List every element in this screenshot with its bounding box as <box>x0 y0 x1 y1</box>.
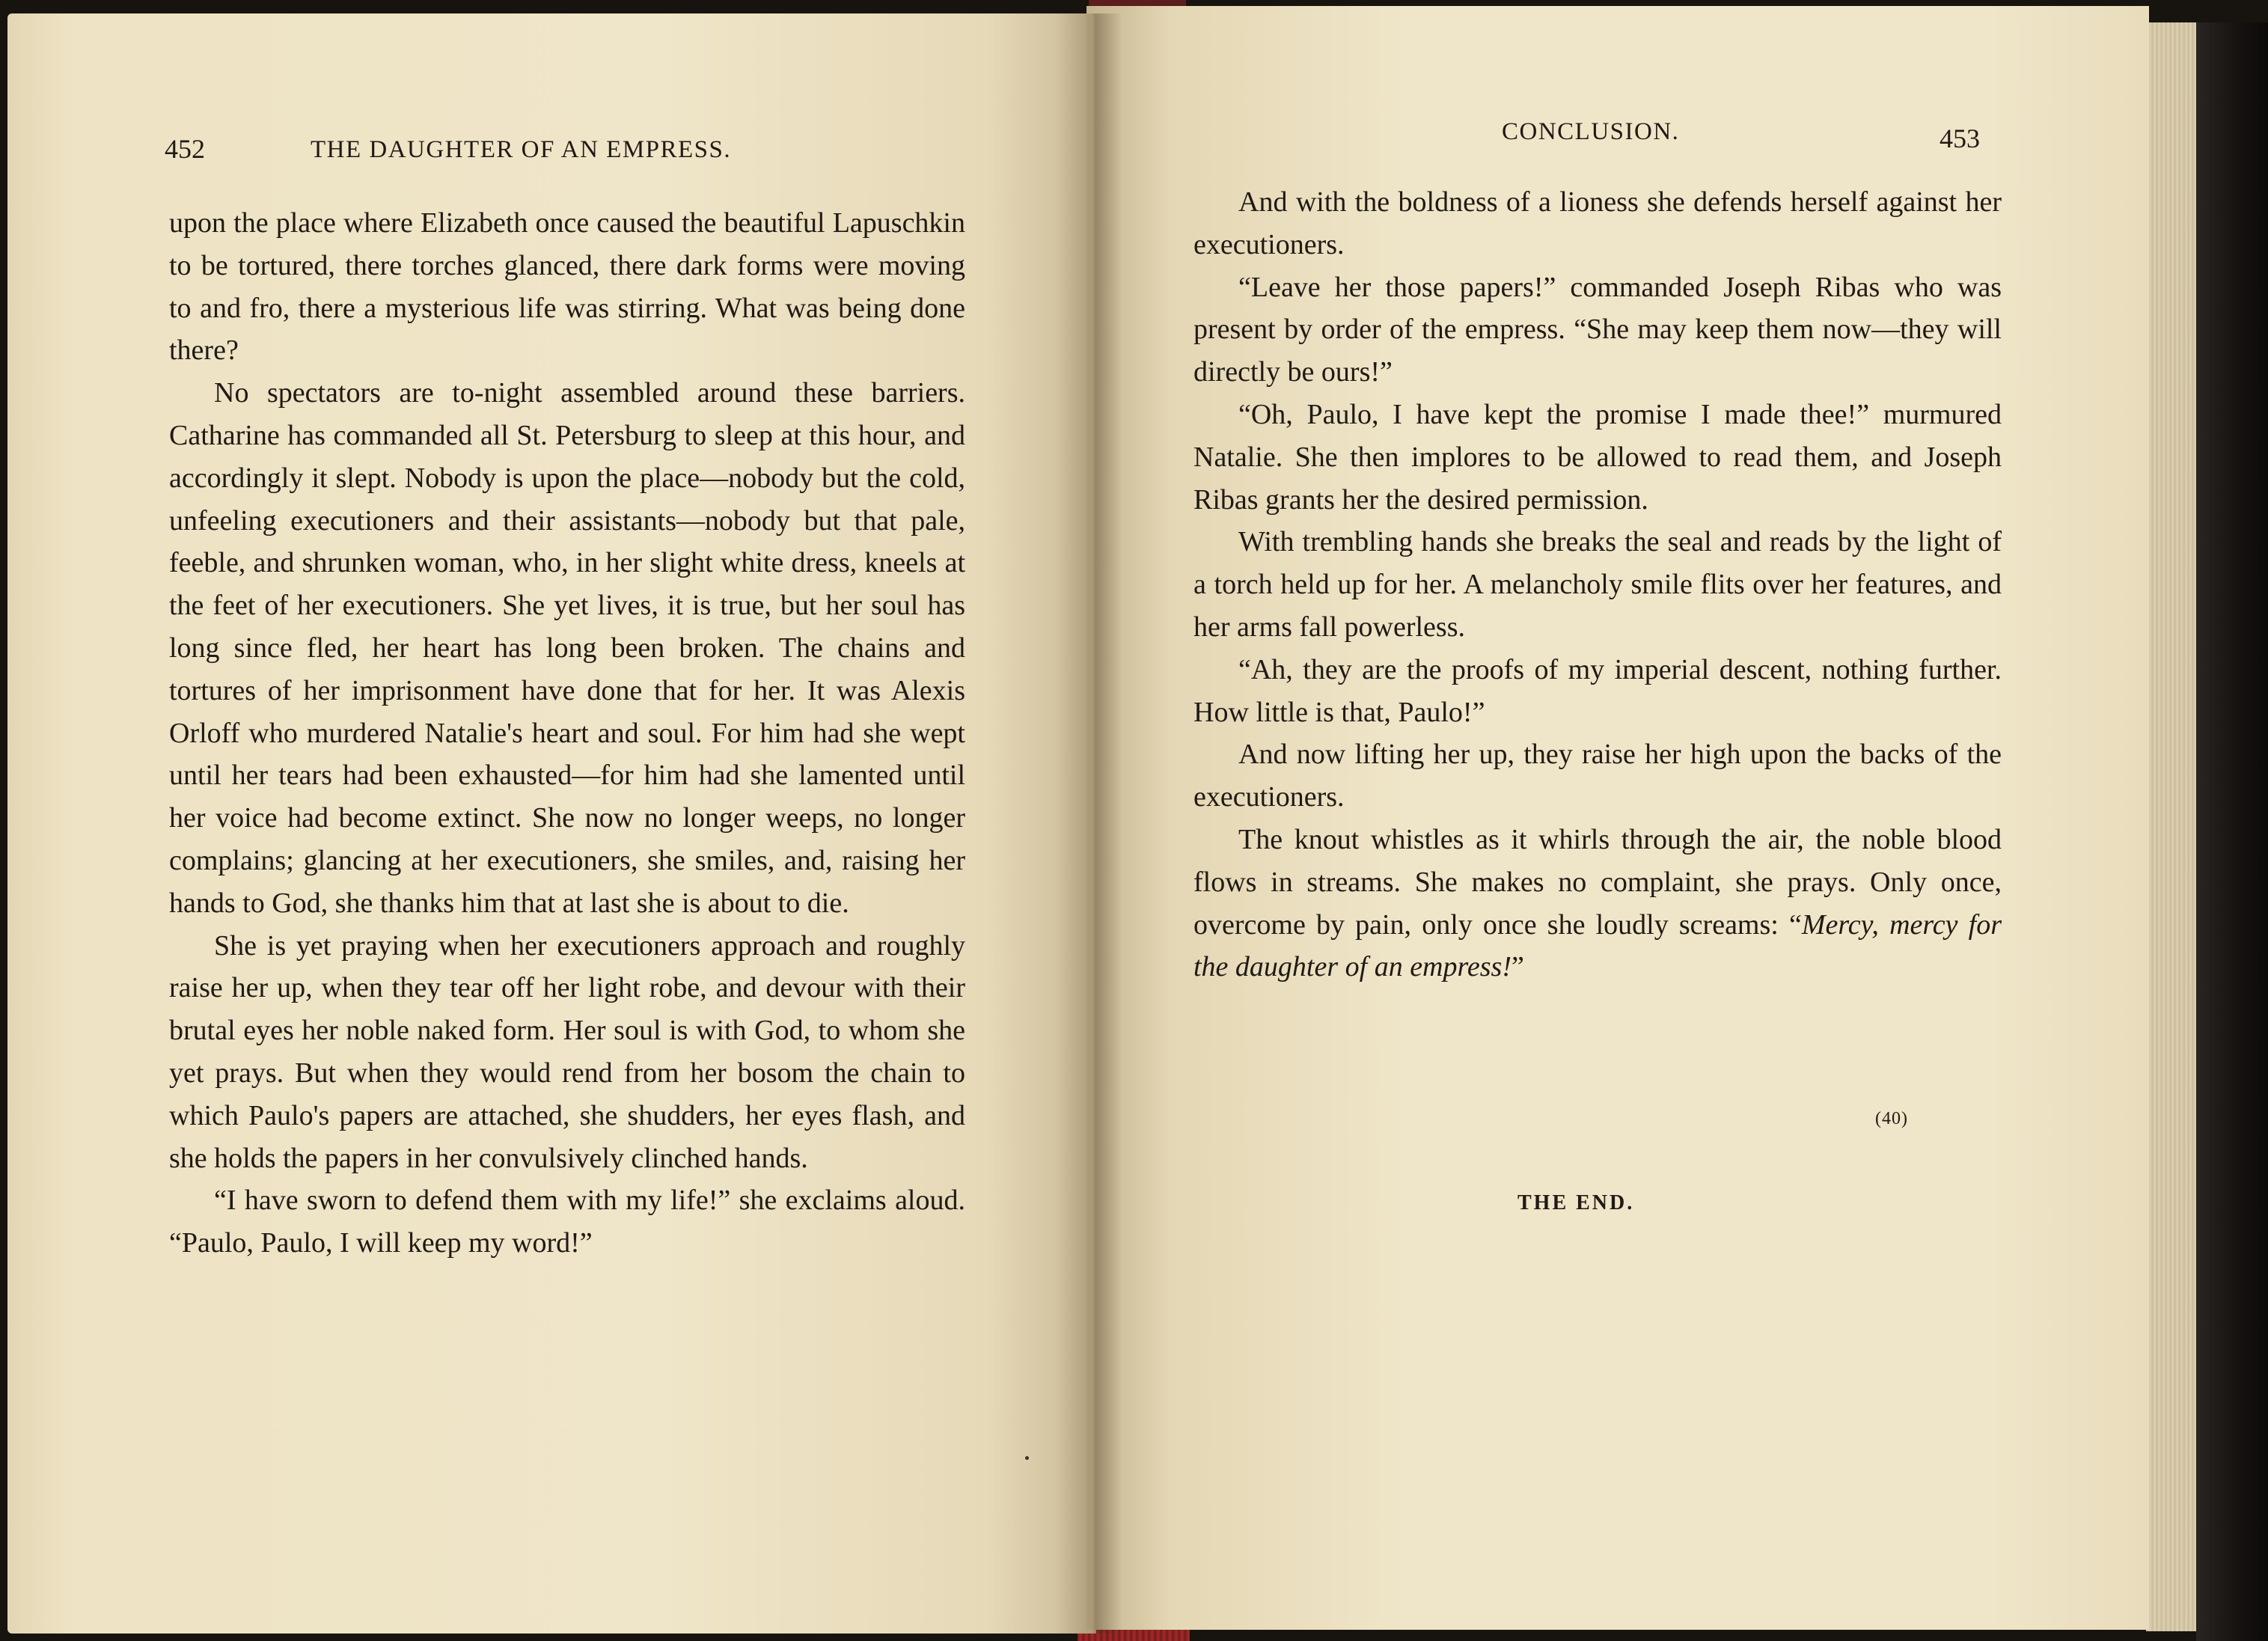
right-page <box>1086 6 2149 1630</box>
paragraph-final-text: The knout whistles as it whirls through the air, the noble blood flows in streams. She makes no complaint, she prays. Only once, overcome by pain, only once she loudly screams: <box>1193 823 2002 941</box>
quote-close: ” <box>1511 951 1524 983</box>
paper-speck <box>1025 1456 1029 1460</box>
page-edges <box>2146 22 2201 1631</box>
signature-mark: (40) <box>1875 1109 1908 1128</box>
paragraph: “Ah, they are the proofs of my imperial descent, nothing further. How little is that, Paulo!” <box>1193 653 2002 728</box>
left-page-body <box>169 202 965 1265</box>
paragraph-final <box>1193 819 2002 988</box>
the-end: THE END. <box>1517 1191 1635 1214</box>
final-quote: Mercy, mercy for the daughter of an empress! <box>1193 908 2002 983</box>
right-page-body <box>1193 181 2002 988</box>
paragraph: And now lifting her up, they raise her high upon the backs of the executioners. <box>1193 739 2002 813</box>
quote-open: “ <box>1789 908 1802 941</box>
paragraph: No spectators are to-night assembled around these barriers. Catharine has commanded all St. Petersburg to sleep at this hour, and accordingly it slept. Nobody is upon the place—nobody but the cold, unfeeling executioners and their assistants—nobody but that pale, feeble, and shrunken woman, who, in her slight white dress, kneels at the feet of her executioners. She yet lives, it is true, but her soul has long since fled, her heart has long been broken. The chains and tortures of her imprisonment have done that for her. It was Alexis Orloff who murdered Natalie's heart and soul. For him had she wept until her tears had been exhausted—for him had she lamented until her voice had become extinct. She now no longer weeps, no longer complains; glancing at her executioners, she smiles, and, raising her hands to God, she thanks him that at last she is about to die. <box>169 377 965 919</box>
running-head-right: CONCLUSION. <box>1502 118 1680 145</box>
paragraph: upon the place where Elizabeth once caused the beautiful Lapuschkin to be tortured, there torches glanced, there dark forms were moving to and fro, there a mysterious life was stirring. What was being done there? <box>169 207 965 367</box>
page-number-left: 452 <box>165 134 205 164</box>
paragraph: With trembling hands she breaks the seal and reads by the light of a torch held up for her. A melancholy smile flits over her features, and her arms fall powerless. <box>1193 526 2002 643</box>
book-cover-edge <box>2196 22 2268 1641</box>
paragraph: “I have sworn to defend them with my life!” she exclaims aloud. “Paulo, Paulo, I will keep my word!” <box>169 1185 965 1259</box>
paragraph: She is yet praying when her executioners approach and roughly raise her up, when they tear off her light robe, and devour with their brutal eyes her noble naked form. Her soul is with God, to whom she yet prays. But when they would rend from her bosom the chain to which Paulo's papers are attached, she shudders, her eyes flash, and she holds the papers in her convulsively clinched hands. <box>169 929 965 1174</box>
paragraph: “Leave her those papers!” commanded Joseph Ribas who was present by order of the empress. “She may keep them now—they will directly be ours!” <box>1193 271 2002 388</box>
paragraph: “Oh, Paulo, I have kept the promise I made thee!” murmured Natalie. She then implores to be allowed to read them, and Joseph Ribas grants her the desired permission. <box>1193 398 2002 516</box>
paragraph: And with the boldness of a lioness she defends herself against her executioners. <box>1193 186 2002 260</box>
left-page <box>7 13 1096 1634</box>
running-head-left: THE DAUGHTER OF AN EMPRESS. <box>311 136 732 163</box>
page-number-right: 453 <box>1940 123 1980 153</box>
